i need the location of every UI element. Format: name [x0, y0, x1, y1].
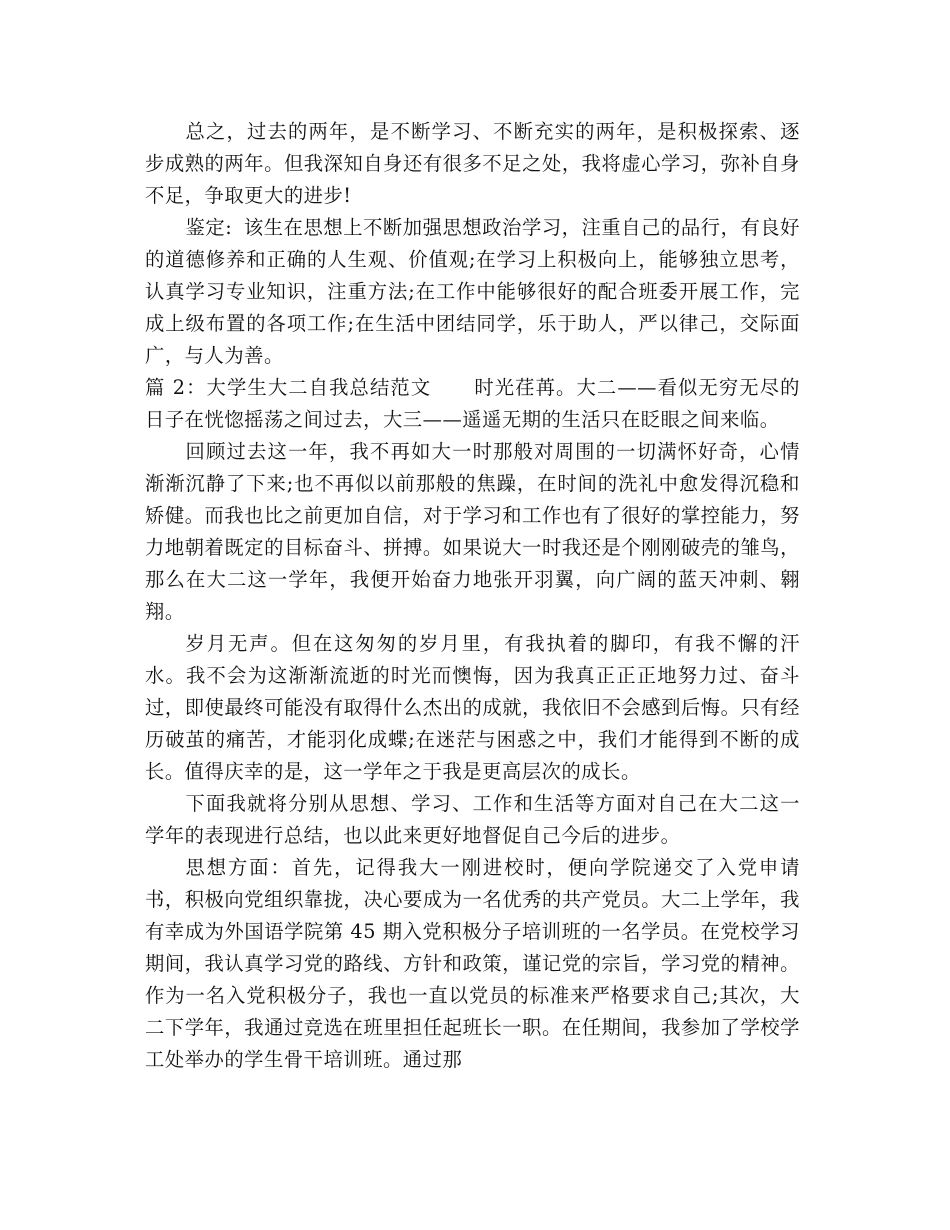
appraisal-label: 鉴定: — [185, 216, 233, 239]
paragraph-review: 回顾过去这一年，我不再如大一时那般对周围的一切满怀好奇，心情渐渐沉静了下来;也不再似以前那般的焦躁，在时间的洗礼中愈发得沉稳和矫健。而我也比之前更加自信，对于学习和工作也有了很好的掌控能力，努力地朝着既定的目标奋斗、拼搏。如果说大一时我还是个刚刚破壳的雏鸟，那么在大二这一学年，我便开始奋力地张开羽翼，向广阔的蓝天冲刺、翱翔。 — [145, 440, 800, 623]
paragraph-years: 岁月无声。但在这匆匆的岁月里，有我执着的脚印，有我不懈的汗水。我不会为这渐渐流逝的时光而懊悔，因为我真正正正地努力过、奋斗过，即使最终可能没有取得什么杰出的成就，我依旧不会感到后悔。只有经历破茧的痛苦，才能羽化成蝶;在迷茫与困惑之中，我们才能得到不断的成长。值得庆幸的是，这一学年之于我是更高层次的成长。 — [145, 632, 800, 783]
document-page — [145, 116, 800, 1076]
paragraph-ideology: 思想方面：首先，记得我大一刚进校时，便向学院递交了入党申请书，积极向党组织靠拢，决心要成为一名优秀的共产党员。大二上学年，我有幸成为外国语学院第 45 期入党积极分子培训班的一名学员。在党校学习期间，我认真学习党的路线、方针和政策，谨记党的宗旨，学习党的精神。作为一名入党积极分子，我也一直以党员的标准来严格要求自己;其次，大二下学年，我通过竞选在班里担任起班长一职。在任期间，我参加了学校学工处举办的学生骨干培训班。通过那 — [145, 856, 800, 1071]
paragraph-summary: 总之，过去的两年，是不断学习、不断充实的两年，是积极探索、逐步成熟的两年。但我深知自身还有很多不足之处，我将虚心学习，弥补自身不足，争取更大的进步! — [145, 120, 800, 207]
section-intro-text: 时光荏苒。大二——看似无穷无尽的日子在恍惚摇荡之间过去，大三——遥遥无期的生活只在眨眼之间来临。 — [145, 376, 800, 431]
paragraph-overview: 下面我就将分别从思想、学习、工作和生活等方面对自己在大二这一学年的表现进行总结，也以此来更好地督促自己今后的进步。 — [145, 792, 800, 847]
appraisal-text: 该生在思想上不断加强思想政治学习，注重自己的品行，有良好的道德修养和正确的人生观、价值观;在学习上积极向上，能够独立思考，认真学习专业知识，注重方法;在工作中能够很好的配合班委开展工作，完成上级布置的各项工作;在生活中团结同学，乐于助人，严以律己，交际面广，与人为善。 — [145, 216, 800, 367]
paragraph-appraisal — [145, 212, 800, 372]
section-heading: 篇 2：大学生大二自我总结范文 — [145, 376, 432, 399]
paragraph-section-2 — [145, 372, 800, 436]
